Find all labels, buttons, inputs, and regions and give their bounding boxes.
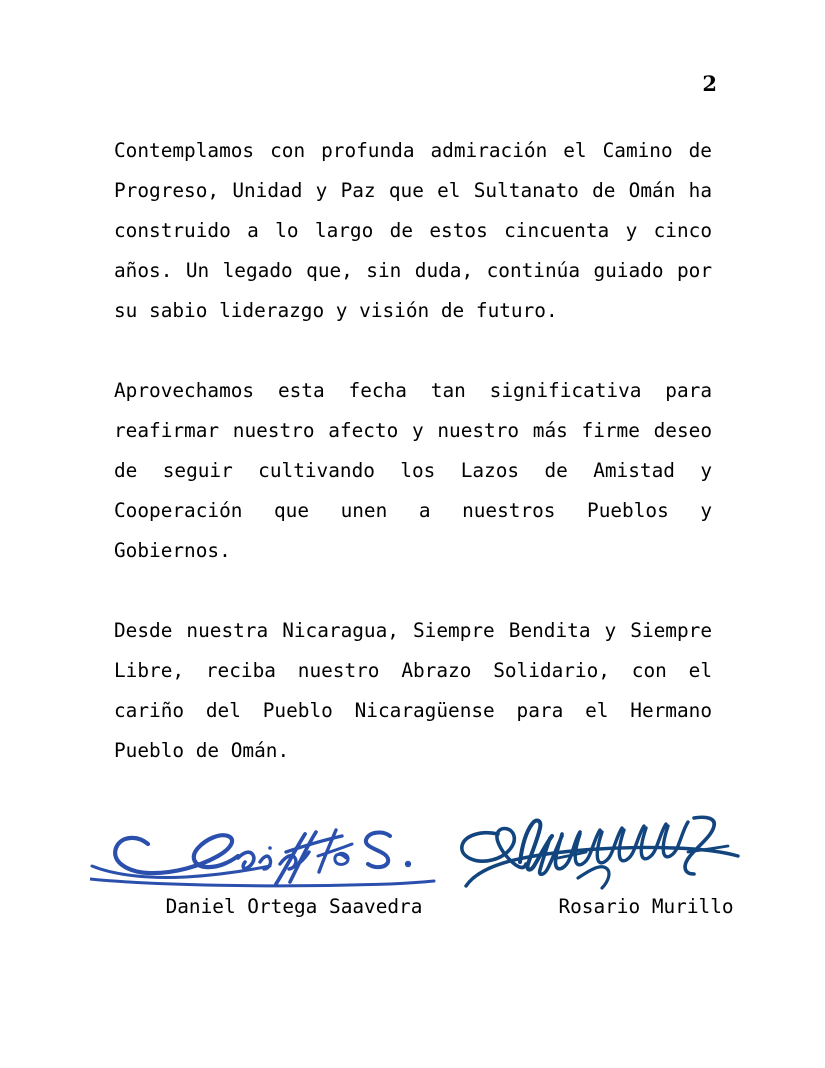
letter-body [114,131,712,771]
signature-block [0,812,825,932]
paragraph: Contemplamos con profunda admiración el Camino de Progreso, Unidad y Paz que el Sultanato de Omán ha construido a lo largo de estos cincuenta y cinco años. Un legado que, sin duda, continúa guiado por su sabio liderazgo y visión de futuro. [114,139,712,322]
signature-rosario-murillo [458,812,758,932]
handwritten-signature-icon [90,812,450,892]
signature-name-label: Rosario Murillo [558,895,734,918]
paragraph: Desde nuestra Nicaragua, Siempre Bendita y Siempre Libre, reciba nuestro Abrazo Solidario, con el cariño del Pueblo Nicaragüense para el Hermano Pueblo de Omán. [114,619,712,762]
signature-name-label: Daniel Ortega Saavedra [165,895,423,918]
signature-daniel-ortega-saavedra [90,812,450,932]
handwritten-signature-icon [458,812,758,892]
paragraph: Aprovechamos esta fecha tan significativa para reafirmar nuestro afecto y nuestro más firme deseo de seguir cultivando los Lazos de Amistad y Cooperación que unen a nuestros Pueblos y Gobiernos. [114,379,712,562]
page-number: 2 [702,71,717,96]
